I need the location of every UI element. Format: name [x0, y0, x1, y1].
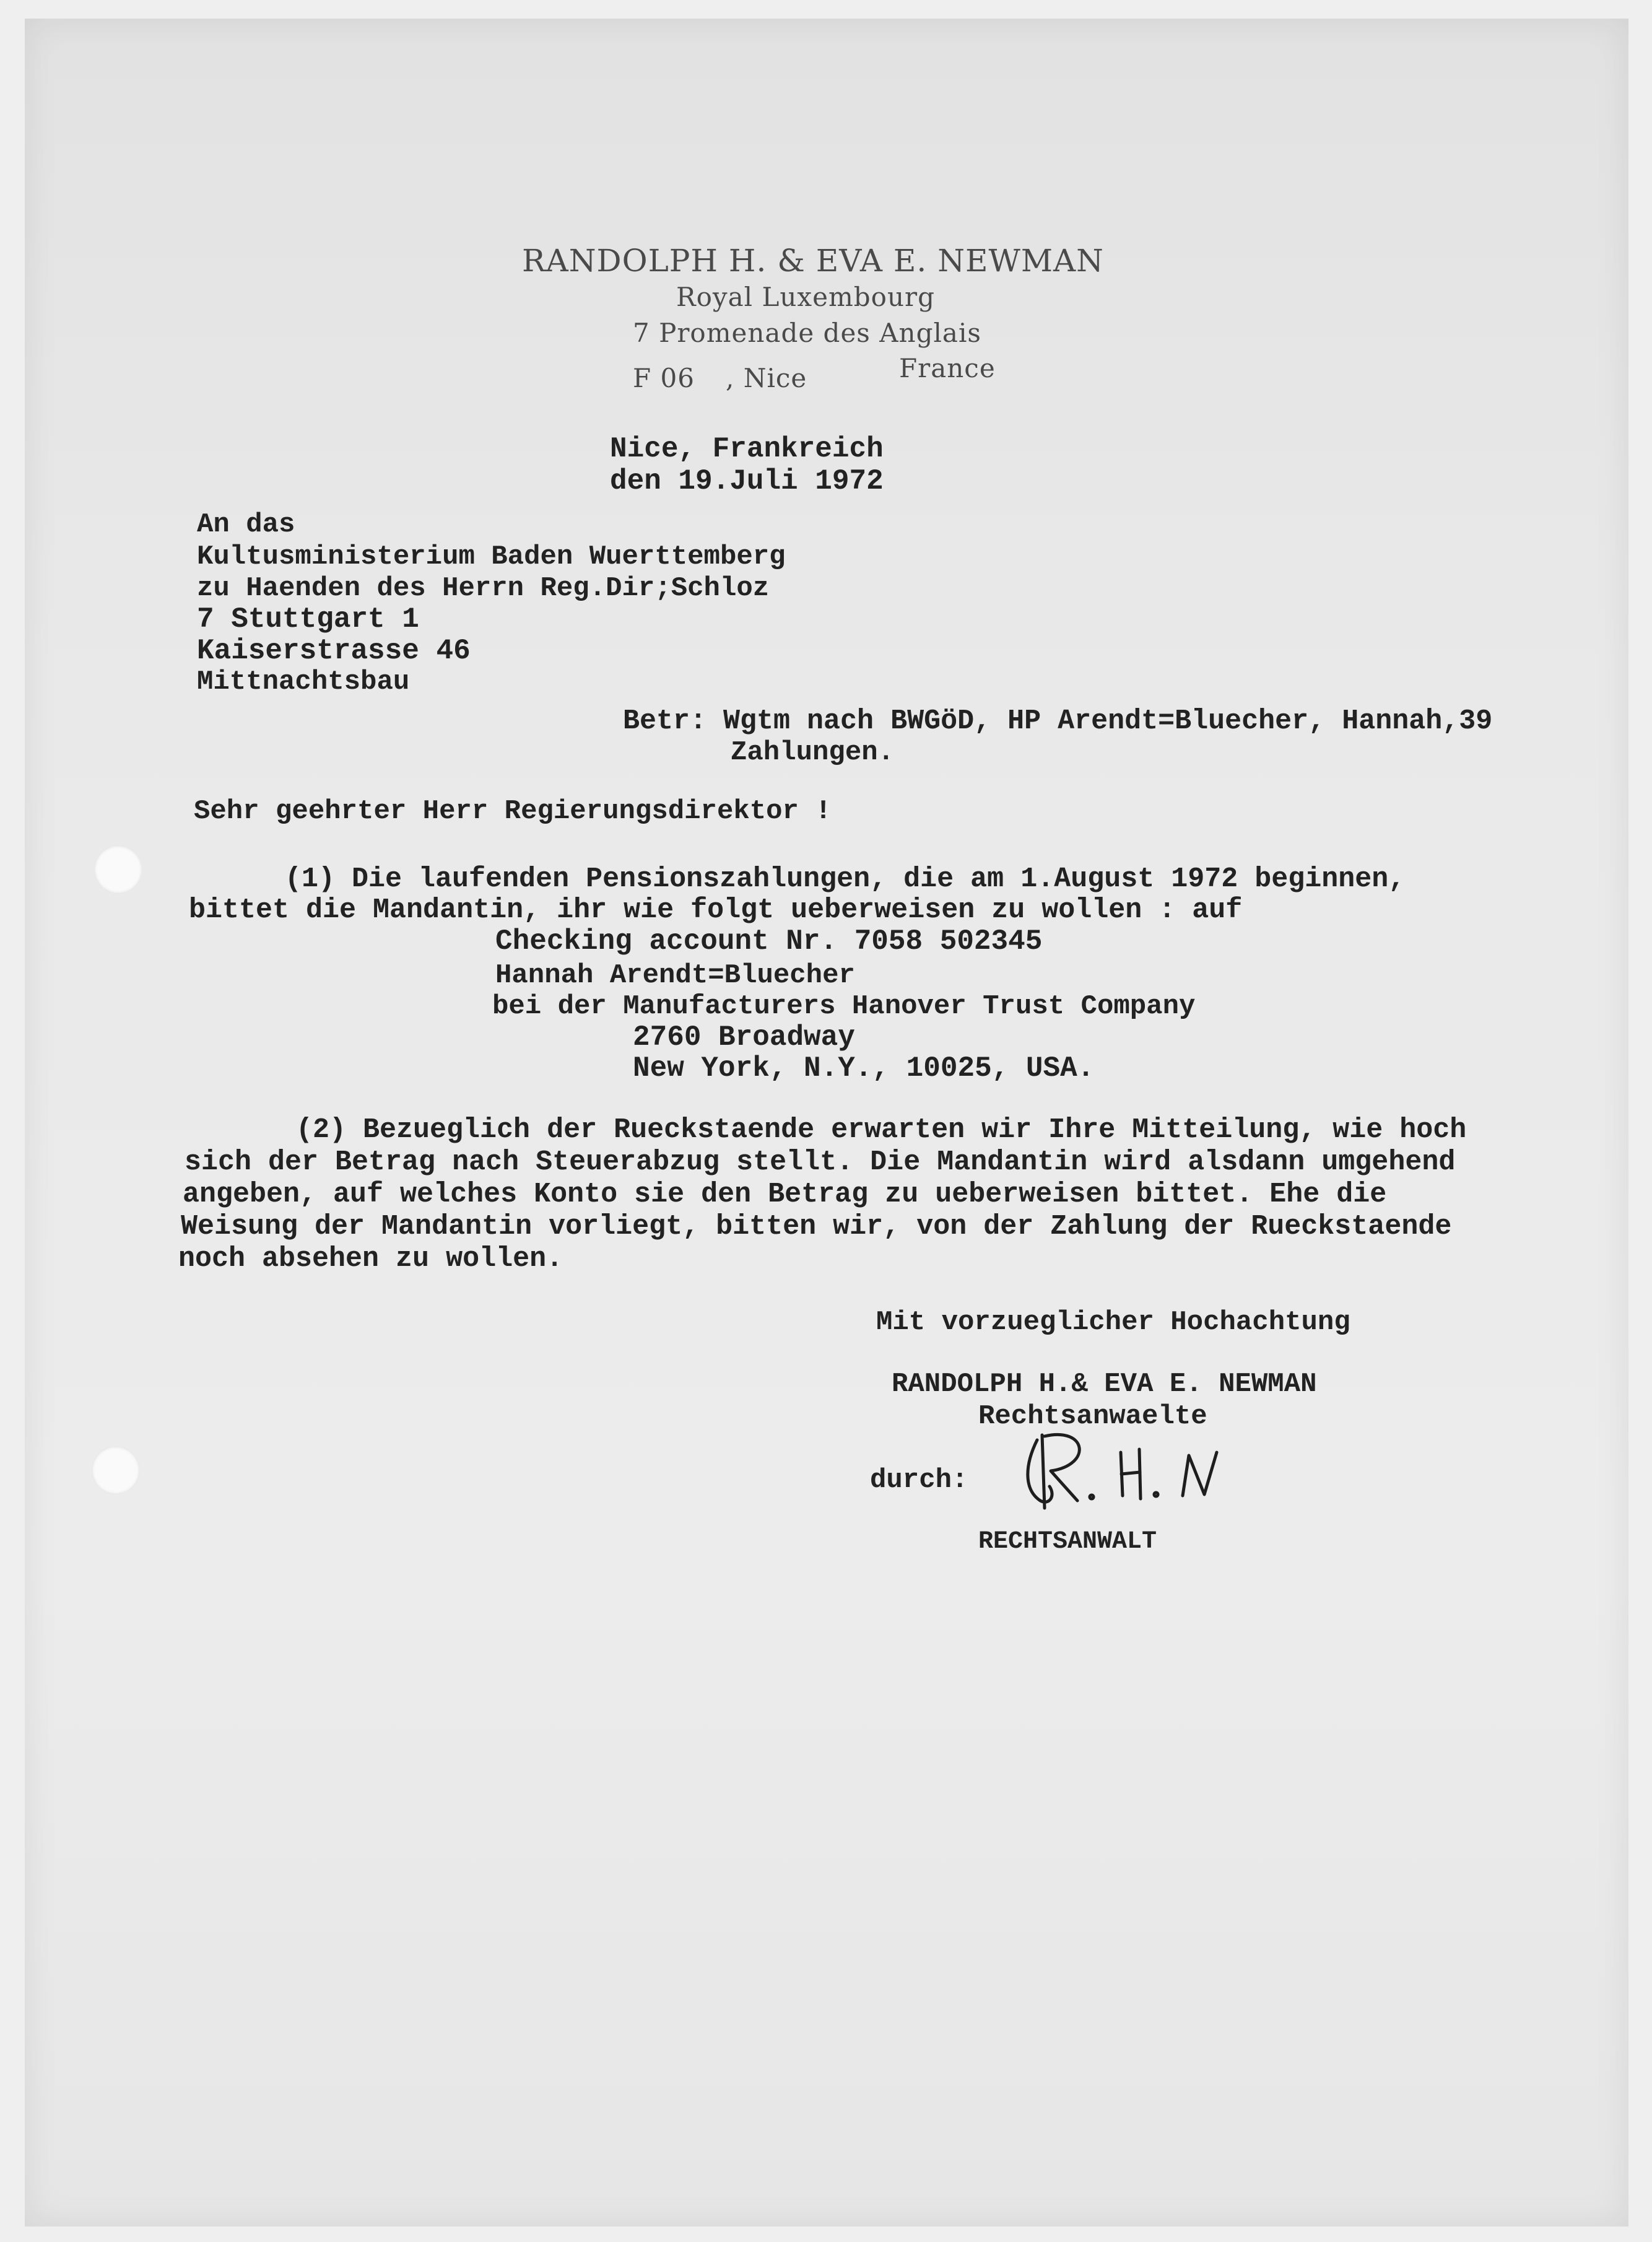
paragraph-2-line: sich der Betrag nach Steuerabzug stellt. Die Mandantin wird alsdann umgehend — [185, 1146, 1456, 1178]
salutation: Sehr geehrter Herr Regierungsdirektor ! — [194, 796, 832, 827]
bank-name: bei der Manufacturers Hanover Trust Company — [492, 991, 1196, 1022]
recipient-line: Kaiserstrasse 46 — [197, 635, 471, 667]
recipient-line: An das — [197, 509, 295, 540]
firm-title: Rechtsanwaelte — [978, 1401, 1207, 1432]
punch-hole-bottom — [92, 1446, 140, 1494]
letterhead-postcode: F 06 — [633, 363, 695, 393]
subject-line: Zahlungen. — [731, 737, 895, 768]
account-number: Checking account Nr. 7058 502345 — [495, 925, 1043, 957]
letterhead-building: Royal Luxembourg — [676, 282, 935, 312]
paragraph-2-line: (2) Bezueglich der Rueckstaende erwarten wir Ihre Mitteilung, wie hoch — [296, 1114, 1467, 1146]
letterhead-country: France — [899, 353, 996, 383]
punch-hole-top — [94, 845, 142, 894]
date-line: den 19.Juli 1972 — [610, 465, 884, 497]
firm-name: RANDOLPH H.& EVA E. NEWMAN — [892, 1369, 1317, 1400]
letterhead-city: , Nice — [726, 363, 807, 393]
subject-line: Betr: Wgtm nach BWGöD, HP Arendt=Bluecher, Hannah,39 — [623, 705, 1493, 737]
paragraph-2-line: Weisung der Mandantin vorliegt, bitten wir, von der Zahlung der Rueckstaende — [181, 1211, 1452, 1242]
by-label: durch: — [870, 1465, 968, 1496]
paragraph-1-line: (1) Die laufenden Pensionszahlungen, die am 1.August 1972 beginnen, — [285, 863, 1406, 895]
letterhead-street: 7 Promenade des Anglais — [633, 318, 981, 348]
bank-street: 2760 Broadway — [633, 1021, 855, 1053]
date-place: Nice, Frankreich — [610, 433, 884, 465]
signer-title: RECHTSANWALT — [978, 1528, 1157, 1556]
closing-greeting: Mit vorzueglicher Hochachtung — [876, 1307, 1350, 1338]
recipient-line: 7 Stuttgart 1 — [197, 603, 419, 635]
account-holder: Hannah Arendt=Bluecher — [495, 960, 855, 991]
recipient-line: Mittnachtsbau — [197, 666, 410, 697]
paragraph-1-line: bittet die Mandantin, ihr wie folgt ueberweisen zu wollen : auf — [189, 894, 1243, 926]
letterhead-name: RANDOLPH H. & EVA E. NEWMAN — [522, 243, 1104, 279]
paragraph-2-line: angeben, auf welches Konto sie den Betrag zu ueberweisen bittet. Ehe die — [183, 1179, 1387, 1210]
recipient-line: Kultusministerium Baden Wuerttemberg — [197, 541, 786, 572]
paragraph-2-line: noch absehen zu wollen. — [178, 1243, 563, 1275]
handwritten-signature — [1012, 1428, 1235, 1520]
bank-city: New York, N.Y., 10025, USA. — [633, 1052, 1095, 1084]
recipient-line: zu Haenden des Herrn Reg.Dir;Schloz — [197, 573, 770, 604]
